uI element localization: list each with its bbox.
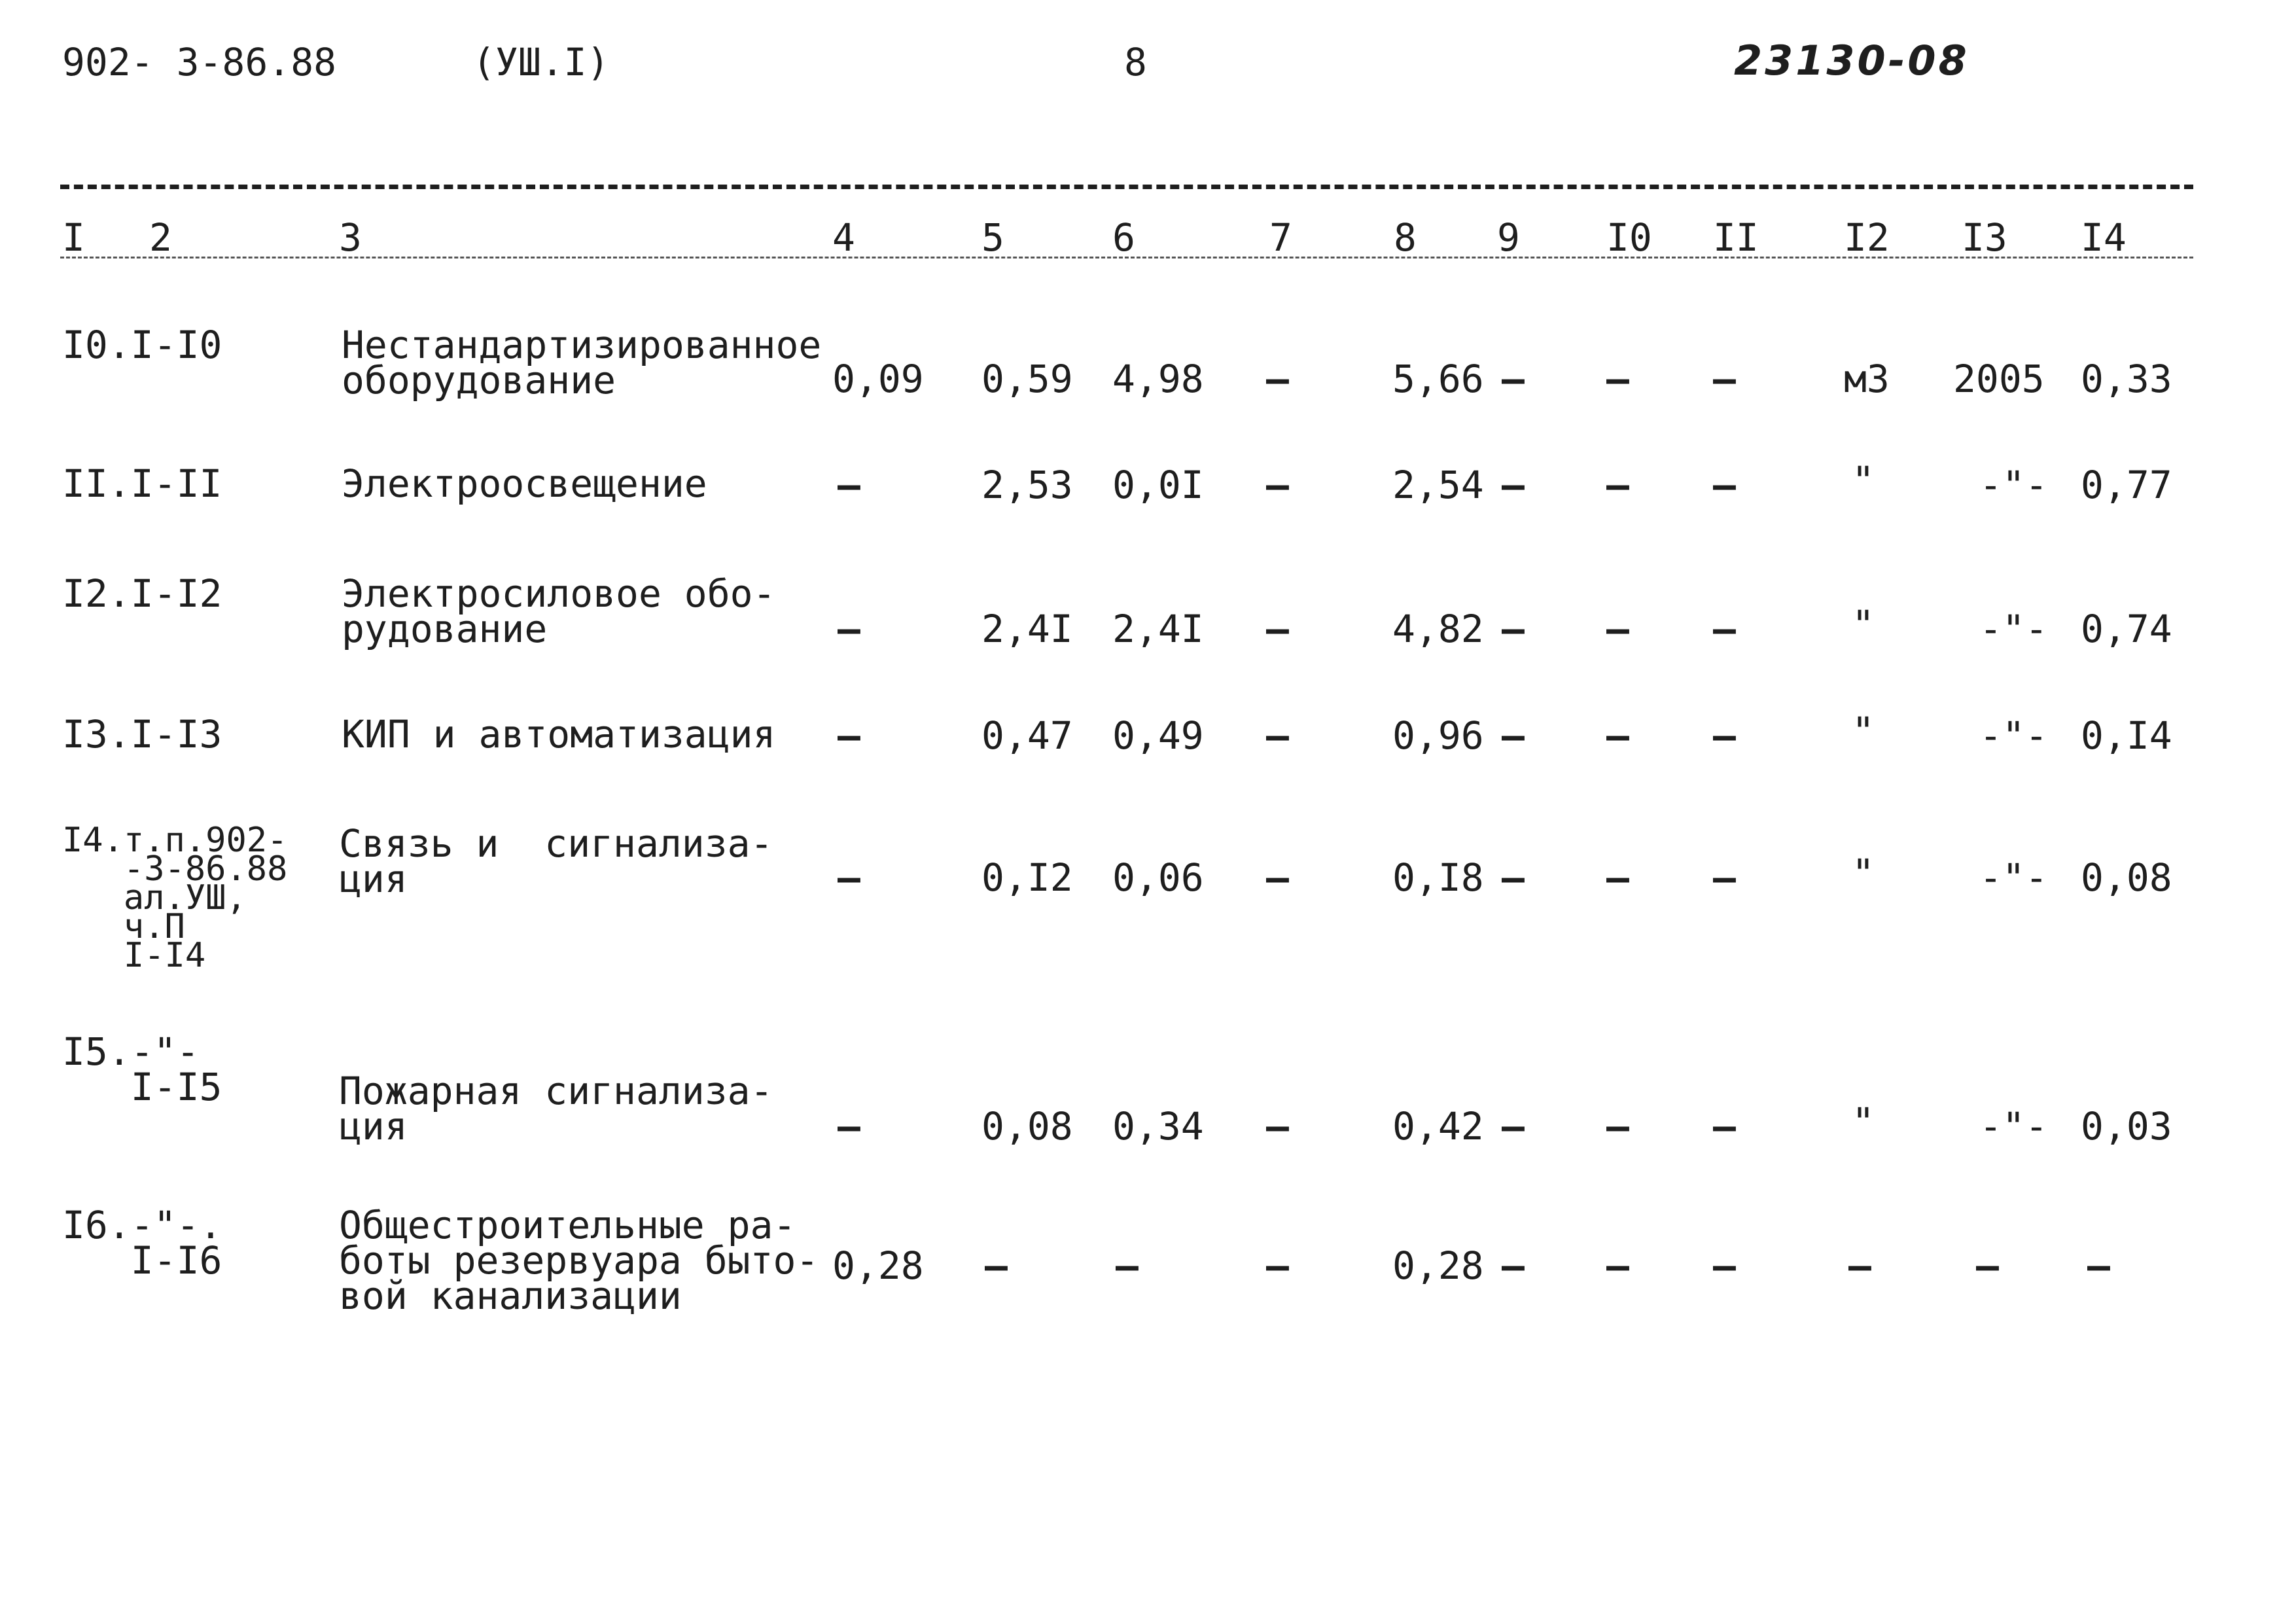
value-col7: – [1266,607,1289,651]
value-col13: -"- [1979,855,2048,900]
column-number: 3 [339,215,362,260]
value-col4: – [838,713,860,758]
column-number: 5 [981,215,1004,260]
row-name: Связь и сигнализа- ция [339,821,773,901]
value-col4: – [838,855,860,900]
value-col10: – [1606,713,1629,758]
value-col14: – [2087,1243,2110,1288]
column-number: 4 [832,215,855,260]
value-col4: 0,28 [832,1243,924,1288]
value-col12: " [1852,709,1875,753]
value-col10: – [1606,357,1629,401]
value-col7: – [1266,463,1289,507]
value-col8: 5,66 [1392,357,1484,401]
value-col10: – [1606,855,1629,900]
value-col8: 2,54 [1392,463,1484,507]
value-col7: – [1266,855,1289,900]
value-col4: 0,09 [832,357,924,401]
value-col14: 0,77 [2081,463,2172,507]
row-name: Электросиловое обо- рудование [342,571,776,651]
page-number: 8 [1124,40,1147,84]
value-col4: – [838,1104,860,1149]
value-col6: 0,0I [1112,463,1204,507]
value-col5: 0,I2 [981,855,1073,900]
column-number: I4 [2081,215,2127,260]
value-col5: 2,53 [981,463,1073,507]
value-col13: – [1976,1243,1999,1288]
row-name: КИП и автоматизация [342,712,776,757]
value-col11: – [1713,855,1736,900]
value-col7: – [1266,713,1289,758]
value-col5: 0,47 [981,713,1073,758]
column-number: I3 [1962,215,2007,260]
value-col9: – [1502,607,1525,651]
value-col9: – [1502,463,1525,507]
value-col8: 0,96 [1392,713,1484,758]
row-name: Электроосвещение [342,461,707,506]
column-number: I2 [1844,215,1890,260]
row-code: I5.-"- I-I5 [62,1029,222,1109]
value-col5: – [985,1243,1008,1288]
column-number: 7 [1269,215,1292,260]
value-col7: – [1266,1104,1289,1149]
value-col6: 0,34 [1112,1104,1204,1149]
value-col8: 4,82 [1392,607,1484,651]
value-col11: – [1713,357,1736,401]
value-col12: – [1848,1243,1871,1288]
value-col6: 0,06 [1112,855,1204,900]
row-code: II.I-II [62,461,222,506]
value-col7: – [1266,357,1289,401]
value-col5: 2,4I [981,607,1073,651]
value-col5: 0,08 [981,1104,1073,1149]
value-col11: – [1713,1243,1736,1288]
column-number: I0 [1606,215,1652,260]
value-col12: " [1852,458,1875,503]
value-col6: – [1116,1243,1139,1288]
value-col8: 0,42 [1392,1104,1484,1149]
value-col11: – [1713,607,1736,651]
value-col5: 0,59 [981,357,1073,401]
value-col4: – [838,607,860,651]
row-code: I0.I-I0 [62,323,222,367]
row-code: I3.I-I3 [62,712,222,757]
archive-stamp: 23130-08 [1734,37,1969,84]
value-col14: 0,74 [2081,607,2172,651]
value-col10: – [1606,1243,1629,1288]
row-name: Нестандартизированное оборудование [342,323,822,402]
table-top-rule [60,185,2193,189]
value-col12: " [1852,1099,1875,1144]
value-col10: – [1606,463,1629,507]
value-col6: 4,98 [1112,357,1204,401]
value-col10: – [1606,607,1629,651]
row-code: I2.I-I2 [62,571,222,616]
column-number: II [1713,215,1759,260]
value-col9: – [1502,1104,1525,1149]
value-col14: 0,33 [2081,357,2172,401]
value-col13: -"- [1979,713,2048,758]
row-code: I6.-"-. I-I6 [62,1203,222,1283]
document-code: 902- 3-86.88 [62,40,337,84]
row-name: Пожарная сигнализа- ция [339,1069,773,1149]
value-col13: 2005 [1953,357,2045,401]
column-number: 8 [1394,215,1417,260]
value-col14: 0,03 [2081,1104,2172,1149]
value-col7: – [1266,1243,1289,1288]
value-col8: 0,28 [1392,1243,1484,1288]
value-col9: – [1502,855,1525,900]
value-col9: – [1502,1243,1525,1288]
value-col12: " [1852,602,1875,647]
value-col13: -"- [1979,463,2048,507]
value-col9: – [1502,713,1525,758]
row-name: Общестроительные ра- боты резервуара быто- вой канализации [339,1203,819,1318]
column-number: 2 [149,215,172,260]
value-col9: – [1502,357,1525,401]
value-col14: 0,08 [2081,855,2172,900]
column-number: 6 [1112,215,1135,260]
row-code: I4.т.п.902- -3-86.88 ал.УШ, ч.П I-I4 [62,821,288,975]
value-col11: – [1713,1104,1736,1149]
value-col14: 0,I4 [2081,713,2172,758]
value-col11: – [1713,463,1736,507]
value-col12: " [1852,851,1875,895]
value-col6: 2,4I [1112,607,1204,651]
column-number: I [62,215,85,260]
value-col8: 0,I8 [1392,855,1484,900]
column-number: 9 [1497,215,1520,260]
value-col10: – [1606,1104,1629,1149]
value-col4: – [838,463,860,507]
value-col13: -"- [1979,607,2048,651]
value-col6: 0,49 [1112,713,1204,758]
album-label: (УШ.I) [472,40,610,84]
value-col12: м3 [1844,357,1890,401]
value-col13: -"- [1979,1104,2048,1149]
value-col11: – [1713,713,1736,758]
